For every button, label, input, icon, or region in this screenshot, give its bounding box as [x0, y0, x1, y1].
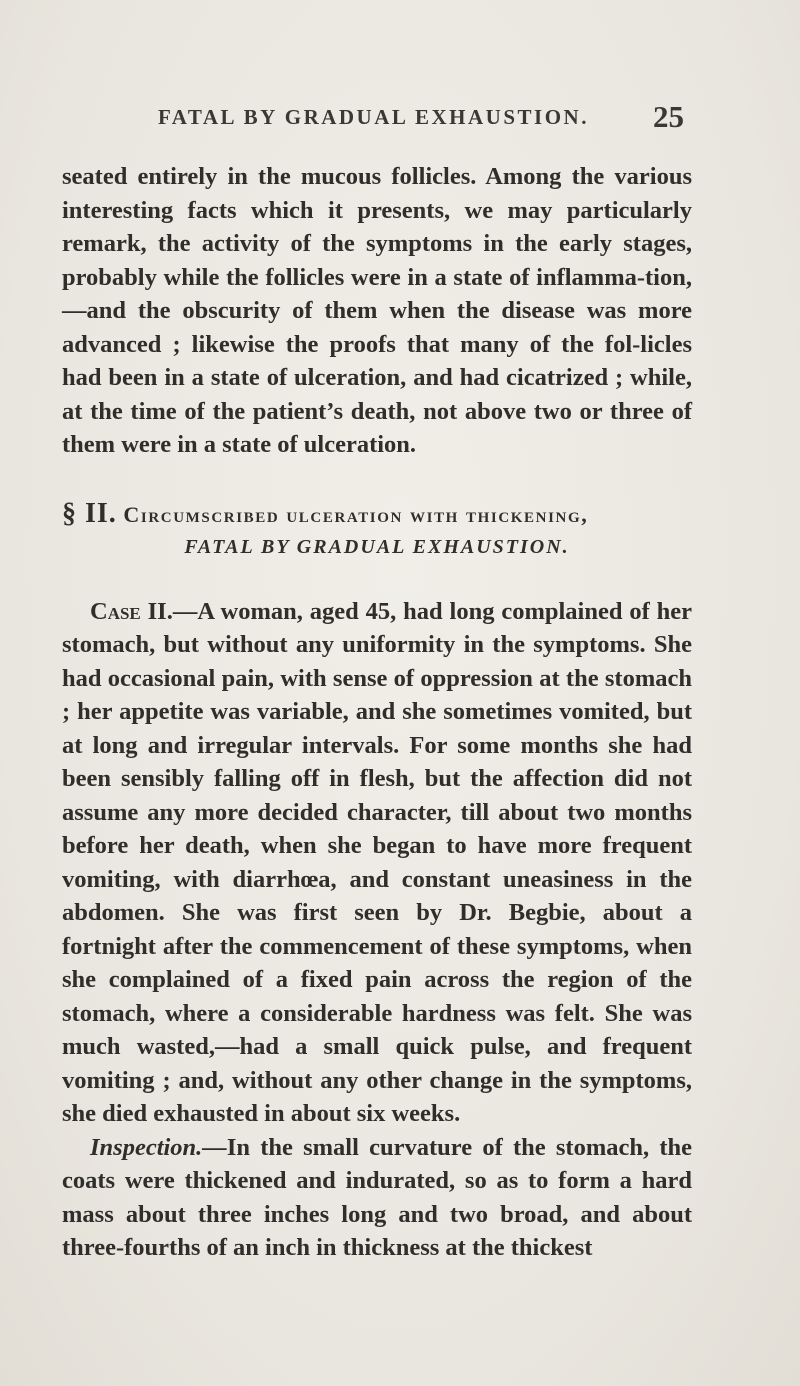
inspection-text: In the small curvature of the stomach, the coats were thickened and indurated, so as to form a hard mass about three inches long and two broad, and about three-fourths of an inch in thickness at the thickest [62, 1133, 692, 1261]
case-text: A woman, aged 45, had long complained of her stomach, but without any uniformity in the symptoms. She had occasional pain, with sense of oppression at the stomach ; her appetite was variable, and she sometimes vomited, but at long and irregular intervals. For some months she had been sensibly falling off in flesh, but the affection did not assume any more decided character, till about two months before her death, when she began to have more frequent vomiting, with diarrhœa, and constant uneasiness in the abdomen. She was first seen by Dr. Begbie, about a fortnight after the commencement of these symptoms, when she complained of a fixed pain across the region of the stomach, where a considerable hardness was felt. She was much wasted,—had a small quick pulse, and frequent vomiting ; and, without any other change in the symptoms, she died exhausted in about six weeks. [62, 597, 693, 1127]
section-subtitle: FATAL BY GRADUAL EXHAUSTION. [184, 536, 570, 558]
section-title: Circumscribed ulceration with thickening, [123, 501, 589, 527]
paragraph-continuation: seated entirely in the mucous follicles. Among the various interesting facts which it presents, we may particularly remark, the activity of the symptoms in the early stages, probably while the follicles were in a state of inflamma-tion,—and the obscurity of them when the disease was more advanced ; likewise the proofs that many of the fol-licles had been in a state of ulceration, and had cicatrized ; while, at the time of the patient’s death, not above two or three of them were in a state of ulceration. [62, 163, 692, 458]
case-label: Case II.— [90, 597, 198, 625]
page-number: 25 [653, 99, 684, 134]
running-title: FATAL BY GRADUAL EXHAUSTION. [158, 105, 589, 129]
text-block [62, 160, 692, 1265]
inspection-label: Inspection.— [90, 1133, 227, 1161]
case-paragraph [62, 595, 692, 1131]
section-heading-line1 [62, 497, 692, 534]
running-head [158, 99, 684, 139]
section-mark: § II. [62, 497, 117, 529]
section-heading [62, 497, 692, 565]
inspection-paragraph [62, 1131, 692, 1265]
